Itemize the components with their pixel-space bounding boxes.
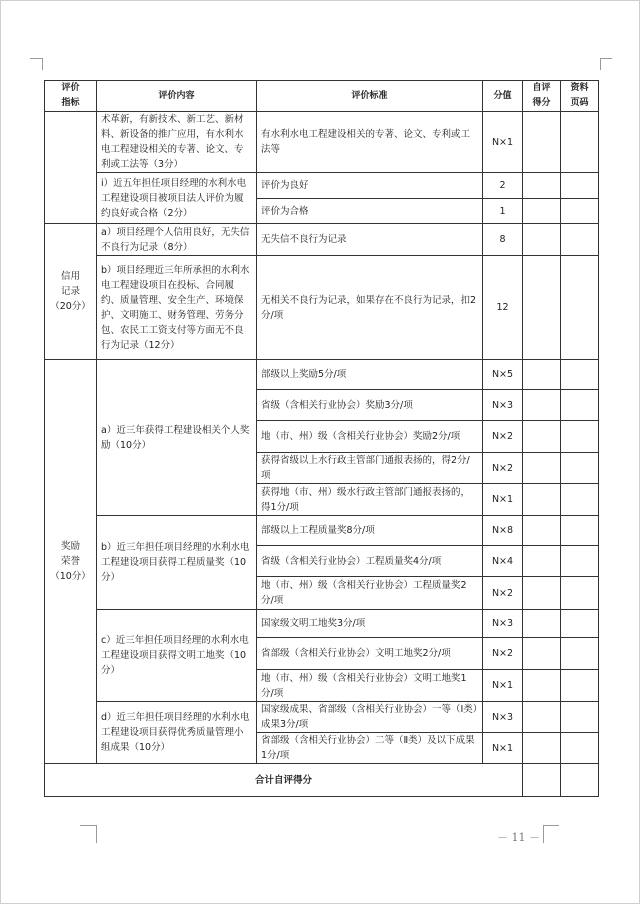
crop-mark-top-left (30, 58, 42, 59)
score-cell: N×3 (483, 610, 523, 638)
standard-cell: 评价为合格 (257, 199, 483, 224)
header-indicator: 评价 指标 (45, 81, 97, 112)
page-ref-cell[interactable] (561, 256, 599, 360)
page-ref-cell[interactable] (561, 173, 599, 199)
self-score-cell[interactable] (523, 453, 561, 484)
page-ref-cell[interactable] (561, 224, 599, 256)
standard-cell: 无失信不良行为记录 (257, 224, 483, 256)
page-ref-cell[interactable] (561, 453, 599, 484)
score-cell: 8 (483, 224, 523, 256)
total-self-score-cell[interactable] (523, 764, 561, 797)
standard-cell: 地（市、州）级（含相关行业协会）奖励2分/项 (257, 421, 483, 453)
score-cell: N×3 (483, 702, 523, 733)
content-cell: c）近三年担任项目经理的水利水电工程建设项目获得文明工地奖（10分） (97, 610, 257, 702)
content-cell: d）近三年担任项目经理的水利水电工程建设项目获得优秀质量管理小组成果（10分） (97, 702, 257, 764)
score-cell: N×2 (483, 638, 523, 670)
self-score-cell[interactable] (523, 256, 561, 360)
standard-cell: 部级以上工程质量奖8分/项 (257, 516, 483, 546)
self-score-cell[interactable] (523, 484, 561, 516)
self-score-cell[interactable] (523, 390, 561, 421)
content-cell: 术革新，有新技术、新工艺、新材料、新设备的推广应用，有水利水电工程建设相关的专著、论文、专利或工法等（3分） (97, 112, 257, 173)
score-cell: 12 (483, 256, 523, 360)
table-row (45, 360, 599, 390)
content-cell: i）近五年担任项目经理的水利水电工程建设项目被项目法人评价为履约良好或合格（2分） (97, 173, 257, 224)
standard-cell: 省部级（含相关行业协会）文明工地奖2分/项 (257, 638, 483, 670)
page-ref-cell[interactable] (561, 577, 599, 610)
page-ref-cell[interactable] (561, 638, 599, 670)
self-score-cell[interactable] (523, 577, 561, 610)
score-cell: N×2 (483, 577, 523, 610)
standard-cell: 获得地（市、州）级水行政主管部门通报表扬的，得1分/项 (257, 484, 483, 516)
score-cell: N×4 (483, 546, 523, 577)
self-score-cell[interactable] (523, 733, 561, 764)
page-ref-cell[interactable] (561, 112, 599, 173)
self-score-cell[interactable] (523, 360, 561, 390)
page-ref-cell[interactable] (561, 360, 599, 390)
page-ref-cell[interactable] (561, 702, 599, 733)
self-score-cell[interactable] (523, 670, 561, 702)
self-score-cell[interactable] (523, 199, 561, 224)
score-cell: N×1 (483, 670, 523, 702)
table-row (45, 702, 599, 733)
page-ref-cell[interactable] (561, 484, 599, 516)
table-row (45, 173, 599, 199)
standard-cell: 评价为良好 (257, 173, 483, 199)
total-row (45, 764, 599, 797)
score-cell: N×2 (483, 453, 523, 484)
evaluation-table (44, 80, 599, 797)
page-ref-cell[interactable] (561, 546, 599, 577)
content-cell: b）项目经理近三年所承担的水利水电工程建设项目在投标、合同履约、质量管理、安全生产、环境保护、文明施工、财务管理、劳务分包、农民工工资支付等方面无不良行为记录（12分） (97, 256, 257, 360)
total-label: 合计自评得分 (45, 764, 523, 797)
self-score-cell[interactable] (523, 610, 561, 638)
standard-cell: 地（市、州）级（含相关行业协会）工程质量奖2分/项 (257, 577, 483, 610)
table-row (45, 516, 599, 546)
score-cell: 1 (483, 199, 523, 224)
crop-mark-top-left-v (42, 58, 43, 70)
score-cell: N×5 (483, 360, 523, 390)
page-number: － 11 － (497, 831, 540, 844)
indicator-cell-continued (45, 112, 97, 224)
standard-cell: 获得省级以上水行政主管部门通报表扬的，得2分/项 (257, 453, 483, 484)
score-cell: N×3 (483, 390, 523, 421)
self-score-cell[interactable] (523, 224, 561, 256)
self-score-cell[interactable] (523, 173, 561, 199)
page-ref-cell[interactable] (561, 421, 599, 453)
score-cell: 2 (483, 173, 523, 199)
table-header-row (45, 81, 599, 112)
total-page-ref-cell[interactable] (561, 764, 599, 797)
page-ref-cell[interactable] (561, 199, 599, 224)
table-row (45, 224, 599, 256)
self-score-cell[interactable] (523, 702, 561, 733)
standard-cell: 无相关不良行为记录，如果存在不良行为记录，扣2分/项 (257, 256, 483, 360)
page-ref-cell[interactable] (561, 390, 599, 421)
standard-cell: 省级（含相关行业协会）奖励3分/项 (257, 390, 483, 421)
content-cell: a）项目经理个人信用良好，无失信不良行为记录（8分） (97, 224, 257, 256)
crop-mark-bottom-left-v (96, 825, 97, 843)
standard-cell: 地（市、州）级（含相关行业协会）文明工地奖1分/项 (257, 670, 483, 702)
page-ref-cell[interactable] (561, 670, 599, 702)
header-score: 分值 (483, 81, 523, 112)
score-cell: N×1 (483, 112, 523, 173)
standard-cell: 部级以上奖励5分/项 (257, 360, 483, 390)
header-content: 评价内容 (97, 81, 257, 112)
page-ref-cell[interactable] (561, 516, 599, 546)
crop-mark-bottom-right-v (543, 825, 544, 843)
standard-cell: 有水利水电工程建设相关的专著、论文、专利或工法等 (257, 112, 483, 173)
header-standard: 评价标准 (257, 81, 483, 112)
content-cell: a）近三年获得工程建设相关个人奖励（10分） (97, 360, 257, 516)
table-row (45, 112, 599, 173)
indicator-credit-record: 信用 记录 （20分） (45, 224, 97, 360)
header-self-score: 自评 得分 (523, 81, 561, 112)
crop-mark-bottom-left (80, 825, 96, 826)
standard-cell: 国家级文明工地奖3分/项 (257, 610, 483, 638)
score-cell: N×1 (483, 733, 523, 764)
score-cell: N×2 (483, 421, 523, 453)
page-ref-cell[interactable] (561, 733, 599, 764)
table-row (45, 256, 599, 360)
crop-mark-top-right (600, 58, 612, 59)
content-cell: b）近三年担任项目经理的水利水电工程建设项目获得工程质量奖（10分） (97, 516, 257, 610)
table-row (45, 610, 599, 638)
indicator-awards: 奖励 荣誉 （10分） (45, 360, 97, 764)
standard-cell: 省部级（含相关行业协会）二等（Ⅱ类）及以下成果1分/项 (257, 733, 483, 764)
self-score-cell[interactable] (523, 546, 561, 577)
score-cell: N×8 (483, 516, 523, 546)
self-score-cell[interactable] (523, 638, 561, 670)
crop-mark-top-right-v (600, 58, 601, 70)
self-score-cell[interactable] (523, 421, 561, 453)
self-score-cell[interactable] (523, 516, 561, 546)
standard-cell: 国家级成果、省部级（含相关行业协会）一等（Ⅰ类）成果3分/项 (257, 702, 483, 733)
crop-mark-bottom-right (543, 825, 559, 826)
standard-cell: 省级（含相关行业协会）工程质量奖4分/项 (257, 546, 483, 577)
score-cell: N×1 (483, 484, 523, 516)
header-page-ref: 资料 页码 (561, 81, 599, 112)
self-score-cell[interactable] (523, 112, 561, 173)
page-ref-cell[interactable] (561, 610, 599, 638)
